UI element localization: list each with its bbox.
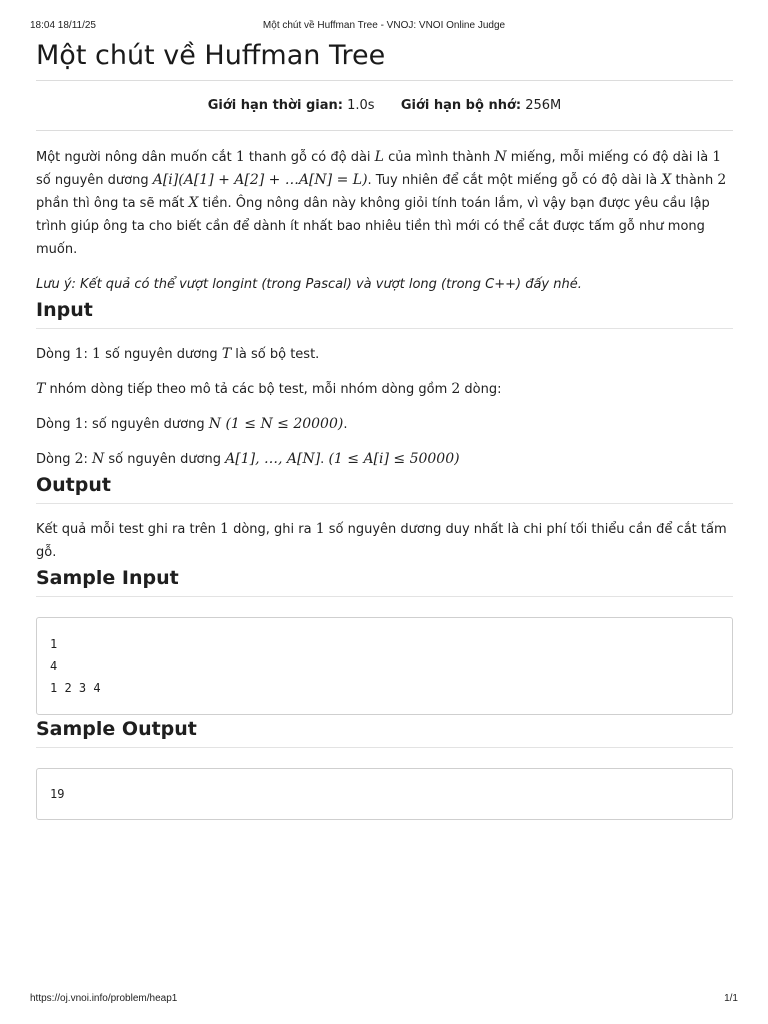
output-text: Kết quả mỗi test ghi ra trên: [36, 522, 221, 537]
memory-limit-value: 256M: [525, 98, 562, 113]
statement-text: của mình thành: [383, 150, 495, 165]
print-header: [30, 20, 738, 34]
input-text: dòng:: [460, 382, 502, 397]
statement-text: . Tuy nhiên để cắt một miếng gỗ có độ dài là: [367, 173, 662, 188]
time-limit-label: Giới hạn thời gian:: [207, 98, 343, 113]
input-text: .: [343, 417, 348, 432]
math-expr: T: [36, 381, 46, 397]
sample-input-line: 1: [50, 637, 58, 651]
sample-input-box: [36, 617, 733, 715]
math-expr: T: [221, 346, 232, 362]
statement-text: tiền. Ông nông dân này không giỏi tính toán lắm, vì vậy bạn được yêu cầu lập trình giúp ông ta cho biết cần để dành ít nhất bao nhiêu tiền thì mới có thể cắt được tấm gỗ như mong muốn.: [36, 196, 710, 257]
math-expr: 1: [315, 521, 325, 537]
input-text: :: [83, 347, 93, 362]
statement-text: thành: [671, 173, 718, 188]
sample-output-heading: Sample Output: [36, 715, 733, 748]
math-expr: 1: [92, 346, 101, 362]
math-expr: L: [374, 149, 384, 165]
math-expr: 2: [74, 451, 84, 467]
time-limit-value: 1.0s: [347, 98, 375, 113]
statement-text: Một người nông dân muốn cắt: [36, 150, 236, 165]
problem-title: Một chút về Huffman Tree: [36, 36, 733, 81]
input-text: nhóm dòng tiếp theo mô tả các bộ test, mỗi nhóm dòng gồm: [45, 382, 452, 397]
math-expr: 1: [74, 416, 84, 432]
sample-input-line: 4: [50, 659, 58, 673]
sample-input-heading: Sample Input: [36, 564, 733, 597]
statement-text: thanh gỗ có độ dài: [244, 150, 375, 165]
print-page-title: Một chút về Huffman Tree - VNOJ: VNOI Online Judge: [262, 20, 506, 31]
math-expr: N: [494, 149, 507, 165]
sample-output-line: 19: [50, 787, 65, 801]
problem-limits: [36, 98, 733, 131]
input-text: :: [83, 452, 93, 467]
input-text: Dòng: [36, 347, 75, 362]
math-expr: (1 ≤ A[i] ≤ 50000): [328, 451, 460, 467]
math-expr: N: [92, 451, 105, 467]
problem-note: Lưu ý: Kết quả có thể vượt longint (trong Pascal) và vượt long (trong C++) đấy nhé.: [36, 277, 582, 292]
input-text: : số nguyên dương: [83, 417, 209, 432]
print-page-count: 1/1: [724, 993, 738, 1004]
input-heading: Input: [36, 296, 733, 329]
math-expr: 1: [712, 149, 722, 165]
math-expr: 2: [717, 172, 727, 188]
math-expr: 2: [451, 381, 461, 397]
input-text: .: [320, 452, 329, 467]
statement-text: phần thì ông ta sẽ mất: [36, 196, 189, 211]
statement-text: miếng, mỗi miếng có độ dài là: [506, 150, 713, 165]
input-line-1: [36, 343, 733, 366]
output-heading: Output: [36, 471, 733, 504]
math-expr: A[1], …, A[N]: [225, 451, 321, 467]
math-expr: X: [661, 172, 672, 188]
input-line-4: [36, 448, 733, 471]
math-expr: 1: [220, 521, 229, 537]
print-url: https://oj.vnoi.info/problem/heap1: [30, 993, 178, 1004]
input-text: Dòng: [36, 452, 75, 467]
input-text: là số bộ test.: [231, 347, 320, 362]
memory-limit-label: Giới hạn bộ nhớ:: [400, 98, 522, 113]
math-expr: 1: [74, 346, 84, 362]
output-description: [36, 518, 733, 564]
input-line-2: [36, 378, 733, 401]
input-text: Dòng: [36, 417, 75, 432]
math-expr: N (1 ≤ N ≤ 20000): [208, 416, 344, 432]
math-expr: 1: [235, 149, 245, 165]
math-expr: X: [188, 195, 199, 211]
math-expr: A[i](A[1] + A[2] + …A[N] = L): [152, 172, 368, 188]
print-footer: [30, 993, 738, 1007]
sample-output-box: [36, 768, 733, 820]
output-text: dòng, ghi ra: [228, 522, 316, 537]
print-datetime: 18:04 18/11/25: [30, 20, 96, 31]
input-line-3: [36, 413, 733, 436]
statement-text: số nguyên dương: [36, 173, 153, 188]
problem-statement: [36, 146, 733, 261]
problem-content: [36, 36, 733, 820]
sample-input-line: 1 2 3 4: [50, 681, 101, 695]
input-text: số nguyên dương: [100, 347, 222, 362]
input-text: số nguyên dương: [104, 452, 226, 467]
output-text: số nguyên dương duy nhất là chi phí tối thiểu cần để cắt tấm gỗ.: [36, 522, 727, 560]
